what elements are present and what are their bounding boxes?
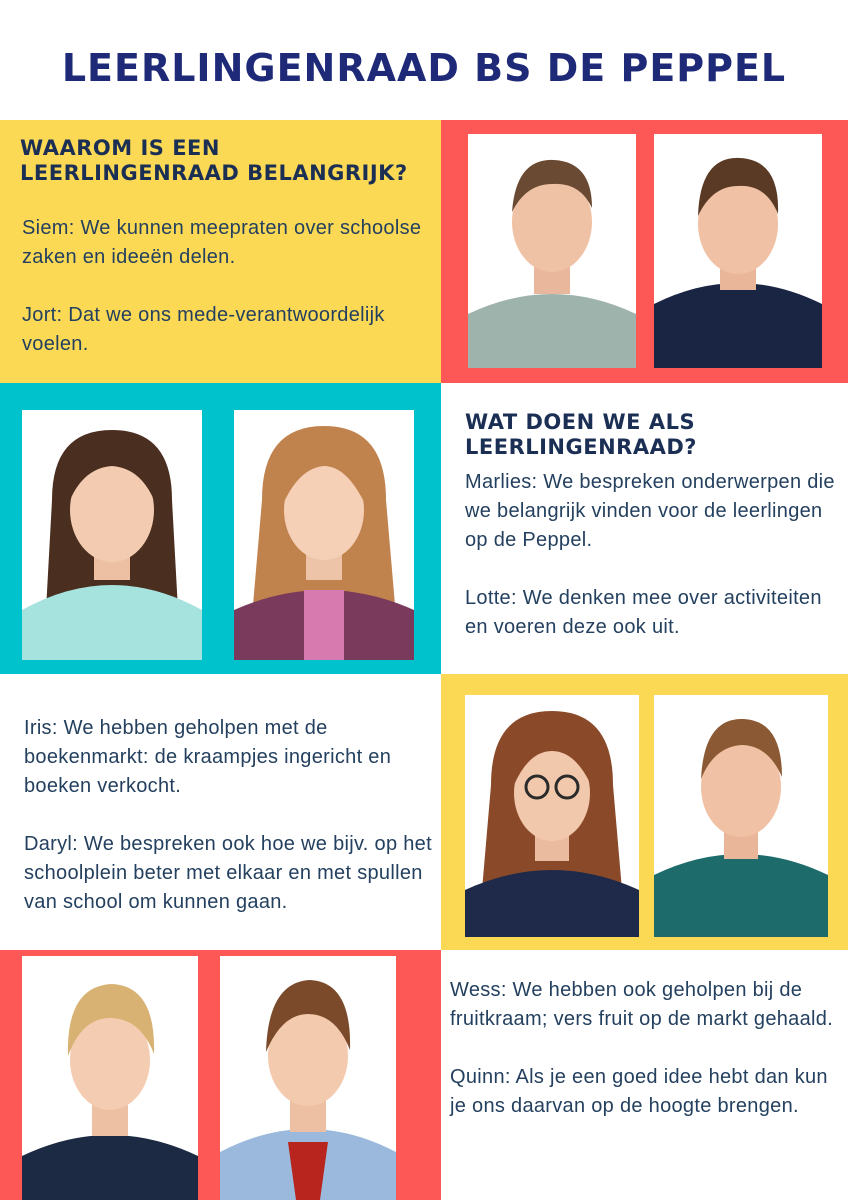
photo-marlies <box>22 410 202 660</box>
quote-iris: Iris: We hebben geholpen met de boekenmarkt: de kraampjes ingericht en boeken verkocht. <box>24 717 392 797</box>
photo-iris <box>465 695 639 937</box>
section-what-heading <box>465 410 697 460</box>
quote-siem: Siem: We kunnen meepraten over schoolse zaken en ideeën delen. <box>22 217 422 268</box>
section-why-heading <box>20 136 408 186</box>
section-why-heading-line2: LEERLINGENRAAD BELANGRIJK? <box>20 161 408 185</box>
section-why-text <box>22 214 422 359</box>
quote-marlies: Marlies: We bespreken onderwerpen die we belangrijk vinden voor de leerlingen op de Peppel. <box>465 471 835 551</box>
quote-jort: Jort: Dat we ons mede-verantwoordelijk voelen. <box>22 304 385 355</box>
section-activities-text <box>24 714 434 917</box>
photo-wess <box>22 956 198 1200</box>
section-why-heading-line1: WAAROM IS EEN <box>20 136 220 160</box>
quote-daryl: Daryl: We bespreken ook hoe we bijv. op het schoolplein beter met elkaar en met spullen van school om kunnen gaan. <box>24 833 432 913</box>
photo-jort <box>654 134 822 368</box>
page-title: LEERLINGENRAAD BS DE PEPPEL <box>61 46 787 90</box>
photo-quinn <box>220 956 396 1200</box>
section-what-heading-line2: LEERLINGENRAAD? <box>465 435 697 459</box>
quote-quinn: Quinn: Als je een goed idee hebt dan kun je ons daarvan op de hoogte brengen. <box>450 1066 828 1117</box>
section-what-heading-line1: WAT DOEN WE ALS <box>465 410 696 434</box>
section-what-text <box>465 468 835 642</box>
photo-siem <box>468 134 636 368</box>
section-fruit-text <box>450 976 835 1121</box>
quote-lotte: Lotte: We denken mee over activiteiten en voeren deze ook uit. <box>465 587 822 638</box>
photo-lotte <box>234 410 414 660</box>
quote-wess: Wess: We hebben ook geholpen bij de fruitkraam; vers fruit op de markt gehaald. <box>450 979 834 1030</box>
photo-daryl <box>654 695 828 937</box>
